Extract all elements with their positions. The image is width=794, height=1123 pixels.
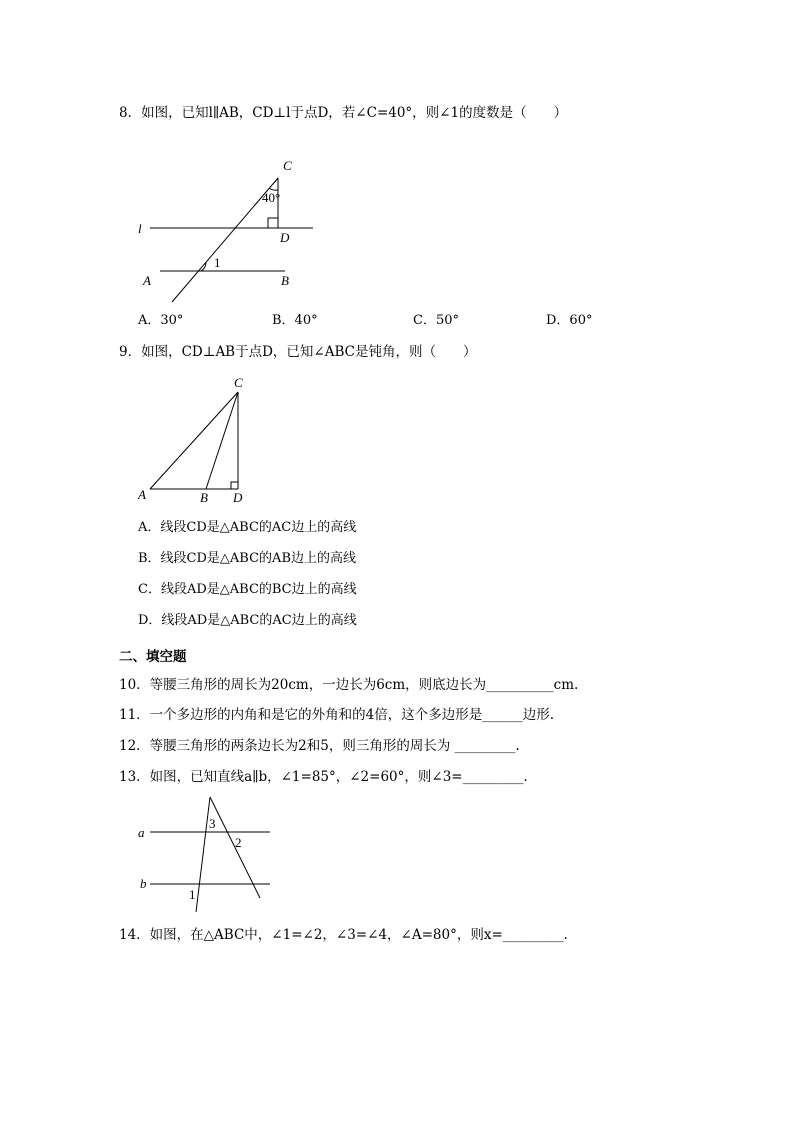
question-13: 13．如图，已知直线a∥b，∠1=85°，∠2=60°，则∠3=_________. (119, 769, 528, 785)
section-title: 二、填空题 (119, 649, 187, 665)
q8-option-a[interactable]: A．30° (138, 313, 184, 328)
label-d: D (280, 230, 290, 245)
label-c: C (234, 375, 243, 390)
side-bc (206, 392, 238, 489)
q9-option-b[interactable]: B．线段CD是△ABC的AB边上的高线 (138, 551, 356, 566)
q9-option-c[interactable]: C．线段AD是△ABC的BC边上的高线 (138, 582, 357, 597)
question-11: 11．一个多边形的内角和是它的外角和的4倍，这个多边形是______边形. (119, 707, 555, 723)
q9-option-d[interactable]: D．线段AD是△ABC的AC边上的高线 (138, 613, 357, 628)
question-10: 10．等腰三角形的周长为20cm，一边长为6cm，则底边长为__________cm. (119, 677, 579, 693)
question-8-figure (130, 150, 330, 310)
side-ac (150, 392, 238, 489)
question-12: 12．等腰三角形的两条边长为2和5，则三角形的周长为 _________. (119, 738, 520, 754)
q8-option-c[interactable]: C．50° (413, 313, 459, 328)
q9-option-a[interactable]: A．线段CD是△ABC的AC边上的高线 (138, 520, 357, 535)
transversal-1 (196, 797, 210, 912)
q8-option-b[interactable]: B．40° (272, 313, 318, 328)
question-8-stem: 8．如图，已知l∥AB，CD⊥l于点D，若∠C=40°，则∠1的度数是（ ） (119, 105, 568, 121)
label-d: D (233, 490, 243, 505)
question-14: 14．如图，在△ABC中，∠1=∠2，∠3=∠4，∠A=80°，则x=_________. (119, 927, 568, 943)
angle-label-2: 2 (235, 835, 242, 850)
angle-label-40: 40° (262, 190, 281, 205)
label-b: B (200, 490, 208, 505)
label-a: A (138, 487, 146, 502)
question-9-figure (130, 370, 260, 510)
angle-label-1: 1 (189, 887, 196, 902)
label-l: l (138, 221, 142, 236)
label-a: a (138, 825, 145, 840)
angle-label-3: 3 (209, 816, 216, 831)
right-angle-mark (231, 482, 238, 489)
label-b: B (281, 273, 289, 288)
label-c: C (283, 158, 292, 173)
label-a: A (143, 273, 151, 288)
label-b: b (140, 876, 147, 891)
question-13-figure (130, 792, 280, 917)
angle-label-1: 1 (214, 255, 221, 270)
right-angle-mark (268, 218, 278, 228)
question-9-stem: 9．如图，CD⊥AB于点D，已知∠ABC是钝角，则（ ） (119, 344, 477, 360)
q8-option-d[interactable]: D．60° (546, 313, 593, 328)
